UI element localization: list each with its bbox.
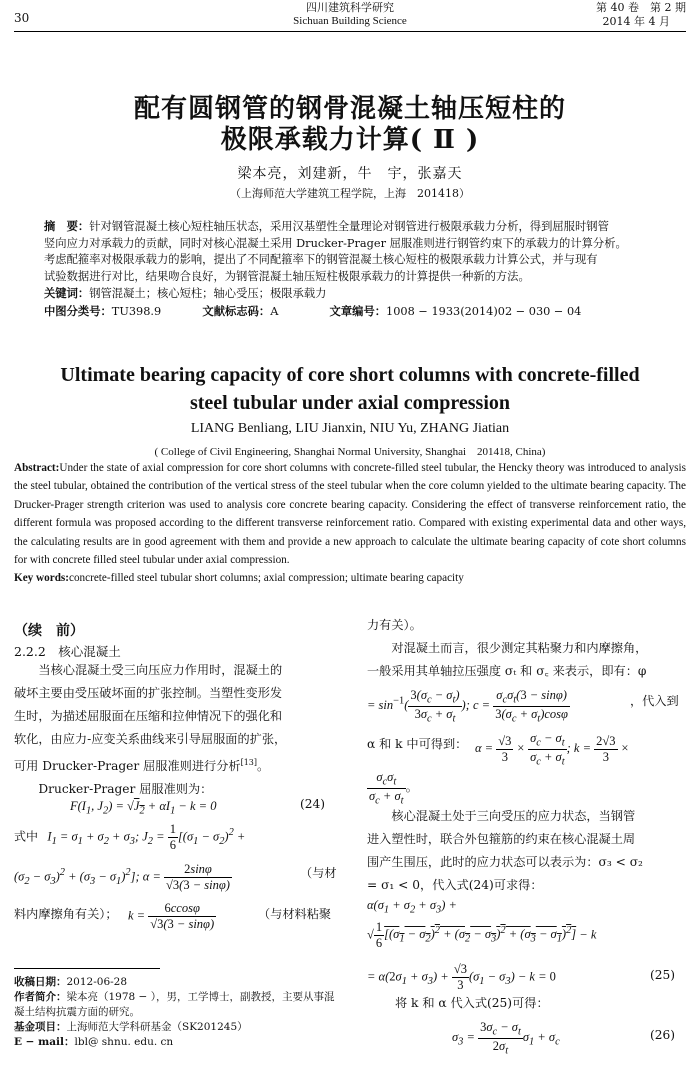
title-cn-line2: 极限承载力计算( Ⅱ ) [220,125,480,155]
eq24-number: (24) [300,797,326,811]
right-line: 核心混凝土处于三向受压的应力状态，当钢管 [391,809,636,823]
right-line: 力有关）。 [367,618,422,632]
title-en-line1: Ultimate bearing capacity of core short columns with concrete-filled [60,364,640,386]
right-line: 对混凝土而言，很少测定其粘聚力和内摩擦角， [391,641,648,655]
article-number: 1008 − 1933(2014)02 − 030 − 04 [386,304,582,318]
footnote-rule [14,968,160,969]
substitute-note: ，代入到 [630,694,679,708]
material-friction-note: 料内摩擦角有关）； [14,907,118,921]
material-note-1: （与材 [300,866,337,880]
received-label: 收稿日期： [14,976,67,988]
abstract-cn-line: 竖向应力对承载力的贡献，同时对核心混凝土采用 Drucker-Prager 屈服准则进行钢管约束下的承载力的计算分析。 [44,236,627,250]
equation-phi-c: = $\sin^{-1}$( $\frac{3(\sigma_c - \sigma_t)}{3\sigma_c + \sigma_t}$ ); c = $\frac{\sigma_c\sigma_t(3 - \sin\varphi)}{3(\sigma_c + \sigma_t)\cos\varphi}$ [367,688,568,724]
alpha-k-line: α 和 k 中可得到： [367,737,468,751]
journal-name-cn: 四川建筑科学研究 [306,1,394,14]
clc-label: 中图分类号： [44,303,112,318]
keywords-en: concrete-filled steel tubular short columns; axial compression; ultimate bearing capacity [69,572,464,585]
keywords-cn-label: 关键词： [44,286,90,300]
email-label: E − mail： [14,1036,75,1048]
header-rule [14,31,686,32]
fund: 上海师范大学科研基金（SK201245） [66,1021,248,1033]
clc-number: TU398.9 [111,304,162,318]
equation-26: $\sigma_3$ = $\frac{3\sigma_c - \sigma_t}{2\sigma_t}$ $\sigma_1 + \sigma_c$ [452,1020,560,1056]
equation-k-tail: $\frac{\sigma_c\sigma_t}{\sigma_c + \sigma_t}$ 。 [369,770,419,806]
substitute-line-2: 将 k 和 α 代入式(25)可得： [395,996,549,1010]
left-para-line: 软化，由应力-应变关系曲线来引导屈服面的扩张， [14,732,287,746]
right-paragraph-1 [367,614,687,683]
reference-mark: [13] [240,758,257,767]
equation-24: $F(I_1$, $J_2) = √J_2 + \alpha I_1 - k = 0$ [70,799,217,817]
eq25-number: (25) [650,968,676,982]
left-paragraph-1 [14,659,336,801]
right-line: 进入塑性时，联合外包箍筋的约束在核心混凝土周 [367,832,636,846]
author-bio: 梁本亮（1978 − ），男，工学博士，副教授，主要从事混凝土结构抗震方面的研究。 [14,991,335,1018]
affiliation-cn: （上海师范大学建筑工程学院，上海 201418） [230,187,470,200]
equation-where: 式中 $I_1 = \sigma_1 + \sigma_2 + \sigma_3$; $J_2$ = $\frac{1}{6}$ [$(\sigma_1 - \sigma_2)^2$ + [14,822,246,852]
journal-name-en: Sichuan Building Science [293,15,407,27]
affiliation-en: ( College of Civil Engineering, Shanghai Normal University, Shanghai 201418, China) [154,446,546,458]
abstract-en [14,459,686,588]
right-line: = σ₁ < 0，代入式(24)可求得： [367,878,543,892]
fund-label: 基金项目： [14,1021,67,1033]
authors-en: LIANG Benliang, LIU Jianxin, NIU Yu, ZHANG Jiatian [190,421,510,436]
left-para-line: 当核心混凝土受三向压应力作用时，混凝土的 [38,663,283,677]
left-para-line: 破坏主要由受压破坏面的扩张控制。当塑性变形发 [14,686,283,700]
abstract-cn [44,218,664,320]
equation-k: k = $\frac{6ccos\varphi}{√3(3 - \sin\varphi)}$ [128,901,215,931]
abstract-cn-label: 摘 要： [44,219,90,233]
section-heading: 2.2.2 核心混凝土 [14,644,121,659]
title-en-line2: steel tubular under axial compression [189,392,511,414]
right-line: 一般采用其单轴拉压强度 σₜ 和 σ꜀ 来表示，即有：φ [367,664,647,678]
keywords-en-label: Key words: [14,572,69,585]
email: lbl@ shnu. edu. cn [74,1036,174,1048]
authors-cn: 梁本亮，刘建新，牛 宇，张嘉天 [237,166,463,182]
eq26-number: (26) [650,1028,676,1042]
volume-issue: 第 40 卷 第 2 期 [596,1,686,14]
abstract-en-text: Under the state of axial compression for core short columns with concrete-filled steel tubular, the Hencky theory was introduced to analysis the steel tubular, obtained the contribution of the vertical stress of the steel tubular when the core column yielded to the ultimate bearing capacity. The Drucker-Prager strength criterion was used to analysis core concrete bearing capacity. Considering the effect of transverse reinforcement ratio, the different formula was proposed according to the different transverse reinforcement ratio. Compared with existing experimental data and other ways, the calculating results are in good agreement with them and provide a new approach to calculate the ultimate bearing capacity of cote short columns for with concrete filled steel tubular under axial compression. [14,462,686,567]
equation-25-b: √ $\frac{1}{6}$ $[(\sigma_1 - \sigma_2)^2 + (\sigma_2 - \sigma_3)^2 + (\sigma_3 - \sigma_1)^2] - k$ [367,920,597,950]
received-date: 2012-06-28 [66,976,128,988]
equation-25-a: $\alpha(\sigma_1 + \sigma_2 + \sigma_3)$ + [367,898,457,916]
doc-code-label: 文献标志码： [202,303,271,318]
abstract-cn-line: 针对钢管混凝土核心短柱轴压状态，采用汉基塑性全量理论对钢管进行极限承载力分析，得到屈服时钢管 [89,220,609,233]
page-number: 30 [14,11,30,25]
abstract-cn-line: 考虑配箍率对极限承载力的影响，提出了不同配箍率下的钢管混凝土核心短柱的极限承载力计算公式，并与现有 [44,253,598,266]
equation-alpha-k: α = $\frac{√3}{3}$ × $\frac{\sigma_c - \sigma_t}{\sigma_c + \sigma_t}$ ; k = $\frac{2√3}{3}$ × [475,731,630,767]
right-line: 围产生围压，此时的应力状态可以表示为：σ₃ < σ₂ [367,855,643,869]
article-number-label: 文章编号： [329,303,387,318]
equation-alpha: $(\sigma_2 - \sigma_3)^2 + (\sigma_3 - \sigma_1)^2$]; α = $\frac{2\sin\varphi}{√3(3 - \sin\varphi)}$ [14,862,230,892]
continued-label: （续 前） [14,623,84,639]
title-cn-line1: 配有圆钢管的钢骨混凝土轴压短柱的 [133,94,566,124]
issue-date: 2014 年 4 月 [602,15,670,28]
material-note-2: （与材料粘聚 [258,907,332,921]
abstract-cn-line: 试验数据进行对比，结果吻合良好，为钢管混凝土轴压短柱极限承载力的计算提供一种新的方法。 [44,269,530,283]
criterion-line: Drucker-Prager 屈服准则为： [38,782,213,797]
abstract-en-label: Abstract: [14,462,60,474]
where-label: 式中 [14,829,39,844]
left-para-end: 。 [257,759,270,774]
doc-code: A [270,304,279,318]
footnotes [14,975,338,1050]
right-paragraph-2 [367,805,687,897]
left-para-line: 可用 Drucker-Prager 屈服准则进行分析 [14,759,241,774]
left-para-line: 生时，为描述屈服面在压缩和拉伸情况下的强化和 [14,709,283,723]
equation-25-c: = $\alpha(2\sigma_1 + \sigma_3)$ + $\frac{√3}{3}$ $(\sigma_1 - \sigma_3) - k = 0$ [367,962,556,992]
author-bio-label: 作者简介： [14,991,67,1003]
keywords-cn: 钢管混凝土；核心短柱；轴心受压；极限承载力 [89,287,327,300]
